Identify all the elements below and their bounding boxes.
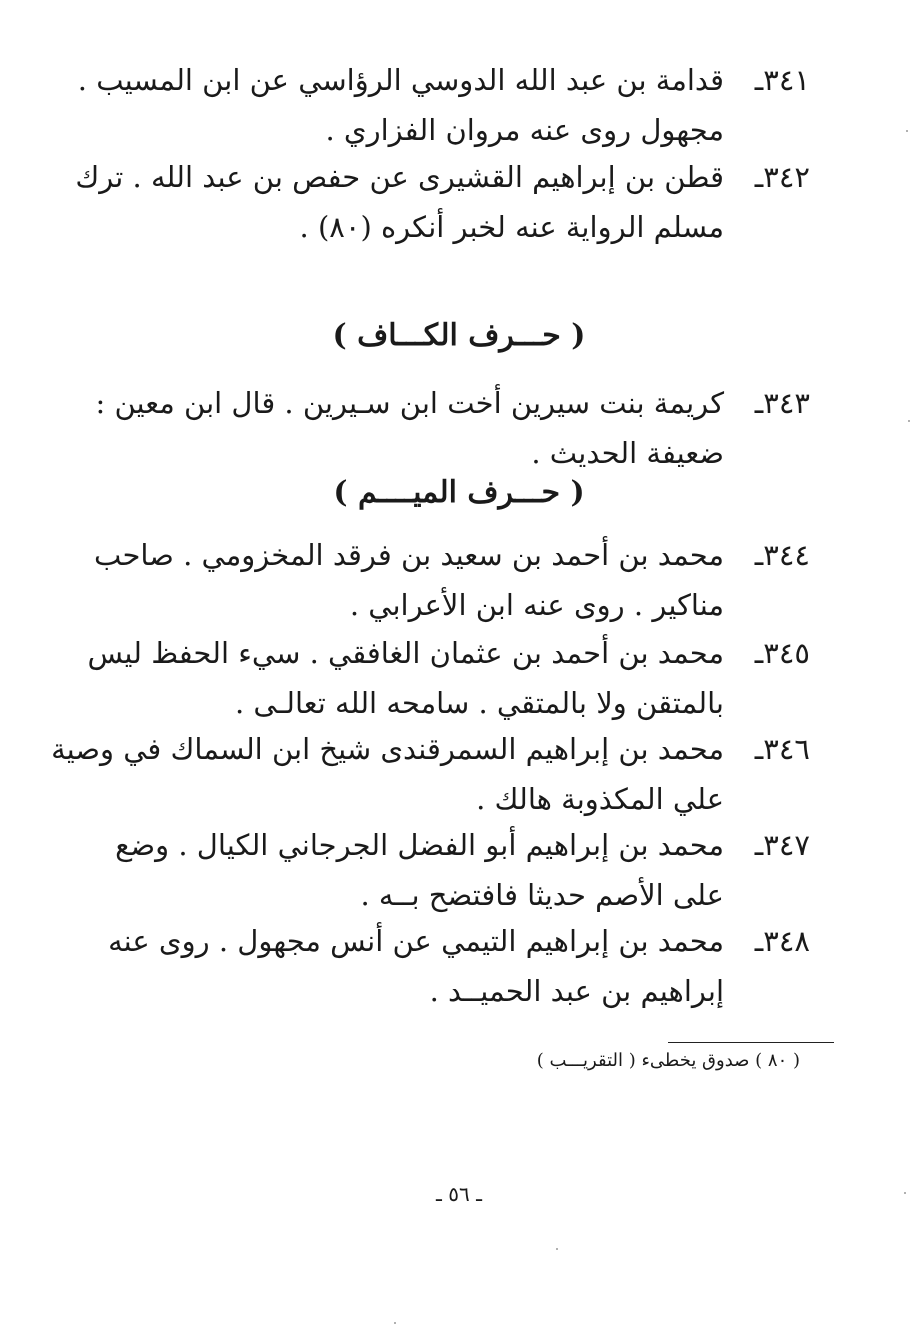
entry-number: ٣٤٢ـ	[754, 160, 810, 194]
entry-first-line	[94, 530, 810, 580]
entry-number: ٣٤٧ـ	[754, 828, 810, 862]
entry-text: قدامة بن عبد الله الدوسي الرؤاسي عن ابن المسيب .	[77, 63, 724, 97]
entry-first-line	[110, 916, 810, 966]
entry-345	[87, 628, 810, 728]
entry-344	[94, 530, 810, 630]
entry-346	[51, 724, 810, 824]
entry-continuation: ضعيفة الحديث .	[531, 436, 724, 470]
entry-348	[110, 916, 810, 1016]
entry-number: ٣٤٣ـ	[754, 386, 810, 420]
scan-speck	[556, 1248, 558, 1250]
entry-number: ٣٤٥ـ	[754, 636, 810, 670]
entry-text: قطن بن إبراهيم القشيرى عن حفص بن عبد الله . ترك	[75, 160, 724, 194]
footnote-separator	[668, 1042, 834, 1043]
entry-first-line	[51, 724, 810, 774]
footnote: ( ٨٠ ) صدوق يخطىء ( التقريـــب )	[536, 1050, 800, 1071]
entry-number: ٣٤٦ـ	[754, 732, 810, 766]
entry-342	[75, 152, 810, 252]
entry-347	[110, 820, 810, 920]
entry-continuation: إبراهيم بن عبد الحميــد .	[429, 974, 724, 1008]
entry-continuation: بالمتقن ولا بالمتقي . سامحه الله تعالـى .	[235, 686, 724, 720]
scan-speck	[904, 1192, 906, 1194]
entry-continuation: علي المكذوبة هالك .	[476, 782, 724, 816]
entry-343	[95, 378, 810, 478]
entry-continuation: مجهول روى عنه مروان الفزاري .	[325, 113, 724, 147]
entry-text: محمد بن أحمد بن سعيد بن فرقد المخزومي . صاحب	[94, 538, 724, 572]
entry-text: كريمة بنت سيرين أخت ابن سـيرين . قال ابن معين :	[95, 386, 724, 420]
entry-continuation: مسلم الرواية عنه لخبر أنكره (٨٠) .	[299, 210, 724, 244]
entry-first-line	[87, 628, 810, 678]
entry-first-line	[75, 152, 810, 202]
entry-continuation: مناكير . روى عنه ابن الأعرابي .	[349, 588, 724, 622]
section-heading-mim: ( حـــرف الميــــم )	[333, 475, 585, 510]
scan-speck	[906, 130, 908, 132]
section-heading-kaf: ( حـــرف الكـــاف )	[332, 318, 586, 353]
scan-speck	[394, 1322, 396, 1324]
entry-first-line	[77, 55, 810, 105]
page-number: ـ ٥٦ ـ	[436, 1182, 482, 1206]
entry-341	[77, 55, 810, 155]
entry-number: ٣٤١ـ	[754, 63, 810, 97]
entry-first-line	[95, 378, 810, 428]
scan-speck	[908, 420, 910, 422]
entry-text: محمد بن إبراهيم السمرقندى شيخ ابن السماك في وصية	[51, 732, 724, 766]
entry-first-line	[110, 820, 810, 870]
entry-number: ٣٤٨ـ	[754, 924, 810, 958]
entry-text: محمد بن أحمد بن عثمان الغافقي . سيء الحفظ ليس	[87, 636, 724, 670]
entry-number: ٣٤٤ـ	[754, 538, 810, 572]
entry-text: محمد بن إبراهيم التيمي عن أنس مجهول . روى عنه	[108, 924, 724, 958]
entry-text: محمد بن إبراهيم أبو الفضل الجرجاني الكيال . وضع	[115, 828, 724, 862]
entry-continuation: على الأصم حديثا فافتضح بــه .	[360, 878, 724, 912]
